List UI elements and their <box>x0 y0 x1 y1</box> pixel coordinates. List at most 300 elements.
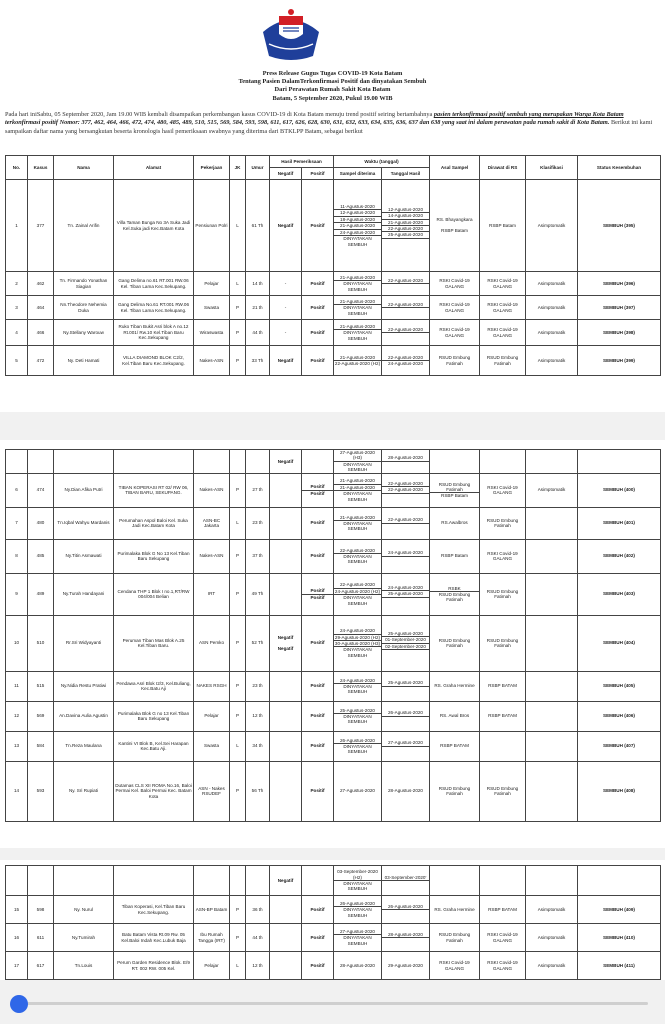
cell-tanggal-hasil <box>382 507 430 539</box>
cell-klasifikasi: Asimptomatik <box>526 924 578 952</box>
cell-alamat: Purimalaka Blok G no 13 Kel.Tiban Baru Sekupang <box>114 701 194 731</box>
cell-asal: RS. Awal Bros <box>430 701 480 731</box>
cell-jk: L <box>230 272 246 296</box>
cell-negatif: Negatif <box>270 450 302 474</box>
cell-jk: L <box>230 180 246 272</box>
cell-alamat: Tiban Koperasi, Kel.Tiban Baru Kec.Sekupang. <box>114 896 194 924</box>
cell-dirawat: RSUD Embung Fatimah <box>480 615 526 671</box>
cell-positif: Positif <box>302 507 334 539</box>
cell-dirawat: RSBP Batam <box>480 180 526 272</box>
cell-asal <box>430 473 480 507</box>
col-no: No. <box>6 156 28 180</box>
cell-pekerjaan: Nakes-ASN <box>194 539 230 573</box>
cell-no: 6 <box>6 473 28 507</box>
cell-nama: Ny.Turah Handayani <box>54 573 114 615</box>
date: 25-Agustus-2020 <box>388 630 423 636</box>
cell-positif: Positif <box>302 701 334 731</box>
cell-dirawat: RSUD Embung Fatimah <box>480 507 526 539</box>
cell-pekerjaan: Swasta <box>194 731 230 761</box>
cell-dirawat: RSKI Covid-19 GALANG <box>480 272 526 296</box>
page-scrollbar-track[interactable] <box>18 1002 648 1005</box>
cell-klasifikasi <box>526 731 578 761</box>
col-nama: Nama <box>54 156 114 180</box>
cell-pekerjaan: Nakes-ASN <box>194 346 230 376</box>
cell-jk: P <box>230 573 246 615</box>
date: 24-Agustus-2020 <box>388 585 423 591</box>
cell-klasifikasi: Asimptomatik <box>526 952 578 980</box>
patients-table <box>5 155 661 376</box>
cell-no: 10 <box>6 615 28 671</box>
negatif-label: Negatif <box>277 645 294 651</box>
cell-negatif: Negatif <box>270 346 302 376</box>
cell-asal: RSBP BATAM <box>430 731 480 761</box>
asal-sampel: RSBK <box>448 585 461 591</box>
cell-pekerjaan: Pelajar <box>194 272 230 296</box>
cell-umur: 23 th <box>246 671 270 701</box>
cell-nama: Ny. Deti Hamati <box>54 346 114 376</box>
asal-sampel: RSUD Embung Fatimah <box>438 481 471 492</box>
cell-tanggal-hasil <box>382 573 430 615</box>
cell-umur: 12 th <box>246 701 270 731</box>
dinyatakan-sembuh: DINYATAKAN SEMBUH <box>334 461 381 473</box>
dinyatakan-sembuh: DINYATAKAN SEMBUH <box>334 743 381 755</box>
cell-nama: Tn.Iqbal Wahyu Mardanis <box>54 507 114 539</box>
cell-dirawat <box>480 731 526 761</box>
table-row <box>6 272 661 296</box>
cell-klasifikasi <box>526 701 578 731</box>
date: 21-Agustus-2020 <box>334 222 381 228</box>
cell-jk: P <box>230 701 246 731</box>
cell-dirawat: RSKI Covid-19 GALANG <box>480 924 526 952</box>
table-row <box>6 296 661 320</box>
cell-sampel <box>334 671 382 701</box>
cell-pekerjaan: Pelajar <box>194 952 230 980</box>
cell-jk: P <box>230 924 246 952</box>
cell-klasifikasi <box>526 761 578 821</box>
dinyatakan-sembuh: DINYATAKAN SEMBUH <box>334 490 381 502</box>
cell-kasus: 617 <box>28 952 54 980</box>
date: 21-Agustus-2020 <box>340 274 376 280</box>
cell-positif: Positif <box>302 320 334 346</box>
cell-umur: 14 th <box>246 272 270 296</box>
cell-pekerjaan: Wiraswasta <box>194 320 230 346</box>
intro-text: Berikut ini kami sampaikan daftar nama yang bersangkutan beserta kronologis hasil pemeriksaan swabnya yang diterima dari BTKLPP Batam, sebagai berikut <box>5 119 653 135</box>
table-row <box>6 507 661 539</box>
cell-no: 17 <box>6 952 28 980</box>
cell-umur: 56 Th <box>246 761 270 821</box>
cell-tanggal-hasil <box>382 320 430 346</box>
cell-tanggal-hasil <box>382 272 430 296</box>
document-page-1 <box>0 0 665 412</box>
date: 26-Agustus-2020 <box>340 900 375 906</box>
cell-tanggal-hasil <box>382 701 430 731</box>
cell-sampel: 28-Agustus-2020 <box>334 952 382 980</box>
cell-jk: P <box>230 539 246 573</box>
cell-positif: Positif <box>302 924 334 952</box>
cell-tanggal-hasil <box>382 180 430 272</box>
asal-sampel: RSBP Batam <box>430 492 479 498</box>
cell-asal: RSUD Embung Fatimah <box>430 346 480 376</box>
col-tanggal-hasil: Tanggal Hasil <box>382 168 430 180</box>
date: 24-Agustus-2020 <box>340 677 375 683</box>
cell-kasus: 611 <box>28 924 54 952</box>
cell-positif: Positif <box>302 952 334 980</box>
cell-negatif: - <box>270 320 302 346</box>
col-hasil: Hasil Pemeriksaan <box>270 156 334 168</box>
cell-nama: Tn.Louis <box>54 952 114 980</box>
cell-status: SEMBUH (408) <box>578 761 661 821</box>
date: 26-Agustus-2020 <box>340 737 375 743</box>
date: 26-Agustus-2020 <box>388 710 423 716</box>
date: 24-Agustus-2020 <box>388 550 423 556</box>
cell-positif: Positif <box>302 761 334 821</box>
press-release-header <box>0 70 665 103</box>
cell-alamat: Batu Batam Vista Rt.09 Rw. 05 Kel.Baloi Indah Kec.Lubuk Baja <box>114 924 194 952</box>
cell-alamat: VILLA DIAMOND BLOK C2/2, Kel.Tiban Baru Kec.Sekupang. <box>114 346 194 376</box>
dinyatakan-sembuh: DINYATAKAN SEMBUH <box>334 880 381 892</box>
table-row <box>6 761 661 821</box>
cell-kasus: 598 <box>28 896 54 924</box>
cell-kasus: 489 <box>28 573 54 615</box>
cell-sampel <box>334 296 382 320</box>
cell-tanggal-hasil: 28-Agustus-2020 <box>382 761 430 821</box>
cell-dirawat: RSUD Embung Fatimah <box>480 761 526 821</box>
cell-nama: Ny.Nidia Restu Pratiwi <box>54 671 114 701</box>
table-row <box>6 701 661 731</box>
cell-sampel <box>334 346 382 376</box>
table-row <box>6 346 661 376</box>
cell-jk: P <box>230 296 246 320</box>
cell-asal: RS. Graha Hermine <box>430 671 480 701</box>
cell-asal: RSUD Embung Fatimah <box>430 615 480 671</box>
cell-jk: P <box>230 320 246 346</box>
cell-pekerjaan: NAKES RSGH <box>194 671 230 701</box>
cell-dirawat: RSKI Covid-19 GALANG <box>480 952 526 980</box>
positif-label: Positif <box>310 484 325 490</box>
cell-kasus: 472 <box>28 346 54 376</box>
intro-case-numbers: terkonfirmasi positif Nomor: 377, 462, 464, 466, 472, 474, 480, 485, 489, 510, 515, 569, 584, 593, 598, 611, 617, 626, 628, 630, 631, 632, 633, 634, 635, 636, 637 dan 638 yang saat ini dalam perawatan pada rumah sakit di Kota Batam. <box>5 119 610 127</box>
date: 21-Agustus-2020 <box>340 323 376 329</box>
date: 21-Agustus-2020 <box>340 514 375 520</box>
cell-sampel <box>334 180 382 272</box>
cell-pekerjaan: ASN Pemko <box>194 615 230 671</box>
cell-alamat: Dutamas CLS XII ROMA No.16, Baloi Permai Kel. Baloi Permai Kec. Batam Kota <box>114 761 194 821</box>
cell-pekerjaan: Nakes-ASN <box>194 473 230 507</box>
date: 12-Agustus-2020 <box>334 209 381 215</box>
cell-tanggal-hasil: 29-Agustus-2020 <box>382 952 430 980</box>
cell-positif: Positif <box>302 296 334 320</box>
cell-umur: 23 th <box>246 507 270 539</box>
cell-jk: L <box>230 507 246 539</box>
cell-negatif <box>270 615 302 671</box>
date: 28-Agustus-2020 <box>388 931 423 937</box>
dinyatakan-sembuh: DINYATAKAN SEMBUH <box>334 329 381 341</box>
table-row <box>6 671 661 701</box>
patients-table-continued <box>5 449 661 822</box>
date: 03-September-2020' <box>384 874 427 880</box>
date: 25-Agustus-2020 <box>340 707 375 713</box>
cell-tanggal-hasil <box>382 924 430 952</box>
cell-klasifikasi <box>526 615 578 671</box>
table-row <box>6 473 661 507</box>
cell-umur: 21 th <box>246 296 270 320</box>
cell-sampel <box>334 573 382 615</box>
cell-negatif: Negatif <box>270 180 302 272</box>
col-pekerjaan: Pekerjaan <box>194 156 230 180</box>
cell-tanggal-hasil <box>382 346 430 376</box>
asal-sampel: RS. Bhayangkara <box>436 217 473 223</box>
dinyatakan-sembuh: DINYATAKAN SEMBUH <box>334 646 381 658</box>
date: 22-Agustus-2020 <box>388 354 424 360</box>
dinyatakan-sembuh: DINYATAKAN SEMBUH <box>334 235 381 247</box>
cell-klasifikasi <box>526 507 578 539</box>
date: 21-Agustus-2020 <box>334 484 381 490</box>
cell-kasus: 510 <box>28 615 54 671</box>
table-row <box>6 450 661 474</box>
date: 22-Agustus-2020 <box>388 517 423 523</box>
table-row <box>6 320 661 346</box>
cell-positif <box>302 573 334 615</box>
date: 22-Agustus-2020 <box>382 486 429 492</box>
cell-kasus: 480 <box>28 507 54 539</box>
cell-kasus: 485 <box>28 539 54 573</box>
table-row <box>6 866 661 896</box>
date: 24-Agustus-2020 <box>382 360 429 366</box>
cell-no: 14 <box>6 761 28 821</box>
cell-no: 7 <box>6 507 28 539</box>
cell-tanggal-hasil <box>382 450 430 474</box>
cell-nama: Ny.Tumirah <box>54 924 114 952</box>
intro-highlight: pasien terkonfirmasi positif sembuh yang merupakan Warga Kota Batam <box>433 111 624 118</box>
cell-klasifikasi: Asimptomatik <box>526 346 578 376</box>
cell-asal: RSUD Embung Fatimah <box>430 924 480 952</box>
date: 12-Agustus-2020 <box>388 206 424 212</box>
cell-sampel <box>334 539 382 573</box>
cell-klasifikasi <box>526 573 578 615</box>
table-row <box>6 731 661 761</box>
date: 18-Agustus-2020 <box>334 216 381 222</box>
table-row <box>6 924 661 952</box>
cell-pekerjaan: ASN - Nakes RSUDEF <box>194 761 230 821</box>
cell-status: SEMBUH (410) <box>578 924 661 952</box>
cell-klasifikasi: Asimptomatik <box>526 473 578 507</box>
cell-no: 4 <box>6 320 28 346</box>
header-line: Tentang Pasien DalamTerkonfirmasi Positif dan dinyatakan Sembuh <box>238 78 427 86</box>
cell-pekerjaan: Pelajar <box>194 701 230 731</box>
cell-kasus: 466 <box>28 320 54 346</box>
cell-sampel <box>334 924 382 952</box>
cell-sampel <box>334 615 382 671</box>
cell-umur: 12 th <box>246 952 270 980</box>
date: 22-Agustus-2020 <box>340 547 375 553</box>
cell-sampel <box>334 272 382 296</box>
cell-no: 9 <box>6 573 28 615</box>
cell-asal: RSKI Covid-19 GALANG <box>430 272 480 296</box>
dinyatakan-sembuh: DINYATAKAN SEMBUH <box>334 683 381 695</box>
date: 25-Agustus-2020 <box>382 231 429 237</box>
cell-kasus: 569 <box>28 701 54 731</box>
cell-sampel <box>334 450 382 474</box>
date: 24-Agustus-2020 <box>334 229 381 235</box>
cell-status: SEMBUH (409) <box>578 896 661 924</box>
cell-no: 1 <box>6 180 28 272</box>
cell-jk: P <box>230 896 246 924</box>
cell-klasifikasi <box>526 671 578 701</box>
col-klasifikasi: Klasifikasi <box>526 156 578 180</box>
cell-pekerjaan: Ibu Rumah Tangga (IRT) <box>194 924 230 952</box>
gugus-tugas-logo-icon <box>255 4 327 64</box>
cell-jk: P <box>230 671 246 701</box>
cell-no: 15 <box>6 896 28 924</box>
cell-asal: RS. Graha Hermine <box>430 896 480 924</box>
table-row <box>6 539 661 573</box>
date: 22-Agustus-2020 <box>388 326 424 332</box>
cell-dirawat: RSUD Embung Fatimah <box>480 573 526 615</box>
negatif-label: Negatif <box>277 635 294 641</box>
dinyatakan-sembuh: DINYATAKAN SEMBUH <box>334 906 381 918</box>
cell-umur: 52 Th <box>246 615 270 671</box>
date: 21-Agustus-2020 <box>340 354 376 360</box>
cell-tanggal-hasil <box>382 896 430 924</box>
header-line: Press Release Gugus Tugas COVID-19 Kota Batam <box>262 70 403 77</box>
cell-sampel <box>334 896 382 924</box>
date: 24-Agustus-2020 <box>340 628 375 634</box>
table-row <box>6 952 661 980</box>
col-alamat: Alamat <box>114 156 194 180</box>
date: 21-Agustus-2020 <box>382 219 429 225</box>
cell-status: SEMBUH (406) <box>578 701 661 731</box>
cell-no: 2 <box>6 272 28 296</box>
cell-status: SEMBUH (396) <box>578 272 661 296</box>
cell-asal: RSKI Covid-19 GALANG <box>430 296 480 320</box>
date: 24-Agustus-2020 (H2) <box>334 588 381 594</box>
cell-pekerjaan: IRT <box>194 573 230 615</box>
cell-asal: RSBP Batam <box>430 539 480 573</box>
asal-sampel: RSBP Batam <box>441 228 468 234</box>
cell-klasifikasi: Asimptomatik <box>526 272 578 296</box>
cell-umur: 49 Th <box>246 573 270 615</box>
cell-umur: 34 th <box>246 731 270 761</box>
date: 25-Agustus-2020 <box>388 680 423 686</box>
cell-alamat: Peruman Tiban Mas Blok A.25 Kel.Tiban Baru. <box>114 615 194 671</box>
cell-umur: 44 th <box>246 924 270 952</box>
cell-alamat: Gang Delima No.61 RT.001 RW.06 Kel. Tiban Lama Kec.Sekupang. <box>114 296 194 320</box>
cell-nama: Tn. Firmando Yonathan Siagian <box>54 272 114 296</box>
dinyatakan-sembuh: DINYATAKAN SEMBUH <box>334 934 381 946</box>
table-row <box>6 896 661 924</box>
cell-status: SEMBUH (405) <box>578 671 661 701</box>
cell-kasus: 462 <box>28 272 54 296</box>
cell-kasus: 515 <box>28 671 54 701</box>
cell-dirawat: RSUD Embung Fatimah <box>480 346 526 376</box>
cell-nama: Ny.Dian Afika Putri <box>54 473 114 507</box>
col-negatif: Negatif <box>270 168 302 180</box>
cell-tanggal-hasil <box>382 671 430 701</box>
date: 21-Agustus-2020 <box>340 298 376 304</box>
header-date: Batam, 5 September 2020, Pukul 19.00 WIB <box>272 94 393 102</box>
cell-nama: Rr.Sri Widyayanti <box>54 615 114 671</box>
cell-negatif: - <box>270 272 302 296</box>
cell-alamat: Perumahan Aspol Baloi Kel. Suka Jadi Kec.Batam Kota <box>114 507 194 539</box>
date: 27-Agustus-2020 (H3) <box>340 450 375 461</box>
col-umur: Umur <box>246 156 270 180</box>
col-asal: Asal Sampel <box>430 156 480 180</box>
positif-label: Positif <box>302 490 333 496</box>
cell-alamat: Ruko Tiban Bukit Asri blok A no.12 Rt.001/ Rw.10 Kel.Tiban Baru Kec.Sekupang <box>114 320 194 346</box>
cell-status: SEMBUH (403) <box>578 573 661 615</box>
cell-no: 5 <box>6 346 28 376</box>
cell-asal <box>430 180 480 272</box>
col-positif: Positif <box>302 168 334 180</box>
cell-positif: Positif <box>302 671 334 701</box>
cell-asal: RSUD Embung Fatimah <box>430 761 480 821</box>
positif-label: Positif <box>310 588 325 594</box>
cell-nama: Ny. Nurul <box>54 896 114 924</box>
cell-pekerjaan: Pensiunan Polri <box>194 180 230 272</box>
cell-alamat: Villa Taman Bunga No 3A Suka Jadi Kel.Suka jadi Kec.Batam Kota <box>114 180 194 272</box>
cell-alamat: Gang Delima no.61 RT.001 RW.06 Kel. Tiban Lama Kec.Sekupang. <box>114 272 194 296</box>
col-dirawat: Dirawat di RS <box>480 156 526 180</box>
cell-positif: Positif <box>302 731 334 761</box>
cell-kasus: 464 <box>28 296 54 320</box>
cell-status: SEMBUH (398) <box>578 320 661 346</box>
cell-tanggal-hasil <box>382 296 430 320</box>
cell-dirawat: RSKI Covid-19 GALANG <box>480 539 526 573</box>
cell-positif: Positif <box>302 615 334 671</box>
cell-jk: P <box>230 615 246 671</box>
cell-umur: 27 th <box>246 473 270 507</box>
cell-kasus: 377 <box>28 180 54 272</box>
dinyatakan-sembuh: DINYATAKAN SEMBUH <box>334 280 381 292</box>
cell-dirawat: RSKI Covid-19 GALANG <box>480 320 526 346</box>
cell-tanggal-hasil <box>382 539 430 573</box>
scrollbar-thumb[interactable] <box>10 995 28 1013</box>
cell-status: SEMBUH (411) <box>578 952 661 980</box>
cell-nama: Tn.Reza Maulana <box>54 731 114 761</box>
cell-jk: P <box>230 761 246 821</box>
cell-klasifikasi: Asimptomatik <box>526 296 578 320</box>
cell-status: SEMBUH (395) <box>578 180 661 272</box>
date: 11-Agustus-2020 <box>340 204 375 210</box>
cell-sampel <box>334 866 382 896</box>
date: 27-Agustus-2020 <box>388 740 423 746</box>
cell-nama: Tn. Zainal Arifin <box>54 180 114 272</box>
cell-asal: RSKI Covid-19 GALANG <box>430 320 480 346</box>
date: 21-Agustus-2020 <box>340 478 375 484</box>
cell-sampel <box>334 731 382 761</box>
cell-dirawat: RSBP BATAM <box>480 701 526 731</box>
cell-asal <box>430 573 480 615</box>
cell-alamat: Perum Garden Residence Blok. E/9 RT. 002 RW. 005 Kel. <box>114 952 194 980</box>
date: 22-Agustus-2020 <box>340 582 375 588</box>
date: 03-September-2020 (H2) <box>337 869 378 880</box>
table-row <box>6 180 661 272</box>
cell-tanggal-hasil <box>382 615 430 671</box>
cell-klasifikasi: Asimptomatik <box>526 180 578 272</box>
dinyatakan-sembuh: DINYATAKAN SEMBUH <box>334 520 381 532</box>
cell-positif <box>302 473 334 507</box>
cell-pekerjaan: Swasta <box>194 296 230 320</box>
date: 29-Agustus-2020 (H2) <box>334 634 381 640</box>
cell-no: 8 <box>6 539 28 573</box>
cell-dirawat: RSBP BATAM <box>480 671 526 701</box>
table-row <box>6 573 661 615</box>
cell-tanggal-hasil <box>382 731 430 761</box>
date: 01-September-2020 <box>382 636 429 642</box>
cell-nama: An.Davina Aulia Agustin <box>54 701 114 731</box>
cell-negatif: - <box>270 296 302 320</box>
date: 22-Agustus-2020 <box>388 301 424 307</box>
